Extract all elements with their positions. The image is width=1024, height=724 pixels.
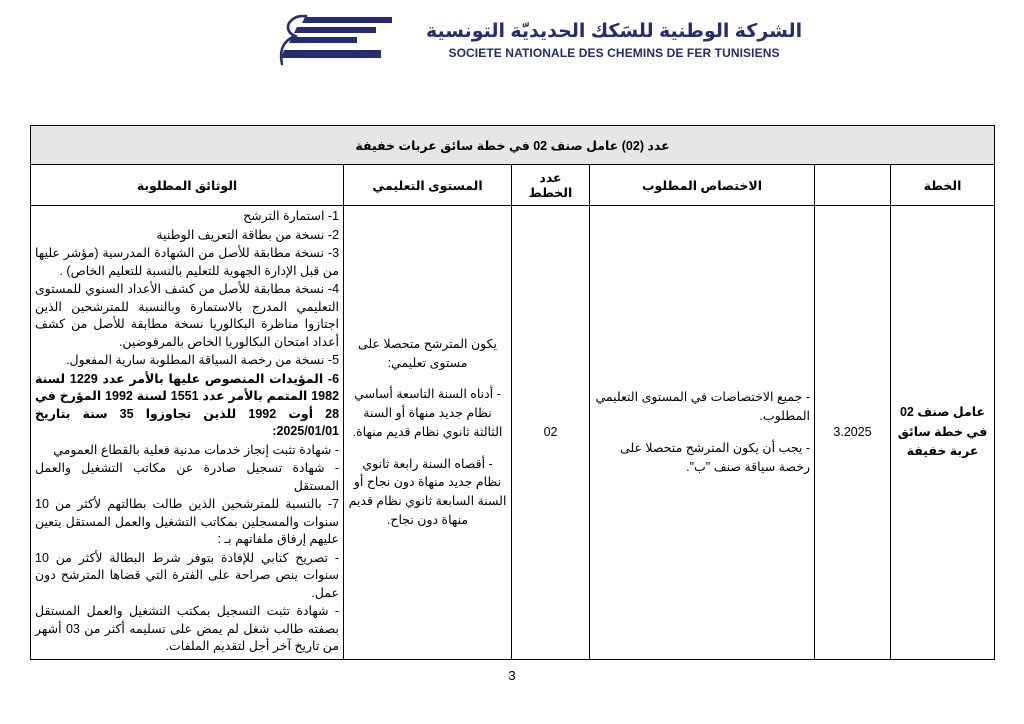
brand-text-block — [426, 20, 802, 60]
document-item: 5- نسخة من رخصة السياقة المطلوبة سارية المفعول. — [66, 353, 340, 367]
cell-count: 02 — [512, 206, 590, 660]
education-paragraph: - أقصاه السنة رابعة ثانوي نظام جديد منهاة دون نجاح أو السنة السابعة ثانوي نظام قديم منهاة دون نجاح. — [348, 456, 507, 527]
document-item: 3- نسخة مطابقة للأصل من الشهادة المدرسية (مؤشر عليها من قبل الإدارة الجهوية للتعليم بالنسبة للتعليم الخاص) . — [35, 246, 340, 278]
document-item-decree: 6- المؤيدات المنصوص عليها بالأمر عدد 1229 لسنة 1982 المتمم بالأمر عدد 1551 لسنة 1992 المؤرخ في 28 أوت 1992 للذين تجاوزوا 35 سنة بتاريخ 2025/01/01: — [35, 371, 340, 438]
table-header-row — [31, 165, 995, 206]
document-item: - شهادة تثبت التسجيل بمكتب التشغيل والعمل المستقل بصفته طالب شغل لم يمض على تسليمه أكثر من 03 أشهر من تاريخ آخر أجل لتقديم الملفات. — [35, 604, 340, 653]
specialty-paragraph: - جميع الاختصاصات في المستوى التعليمي المطلوب. — [595, 389, 811, 423]
header-count: عدد الخطط — [512, 165, 590, 206]
table-title: عدد (02) عامل صنف 02 في خطة سائق عربات خفيفة — [31, 126, 995, 165]
document-item: - شهادة تثبت إنجاز خدمات مدنية فعلية بالقطاع العمومي — [53, 442, 340, 457]
cell-specialty — [590, 206, 815, 660]
education-paragraph: - أدناه السنة التاسعة أساسي نظام جديد منهاة أو السنة الثالثة ثانوي نظام قديم منهاة. — [352, 387, 503, 439]
table-title-row — [31, 126, 995, 165]
specialty-paragraph: - يجب أن يكون المترشح متحصلا على رخصة سياقة صنف "ب". — [619, 441, 811, 474]
company-name-french: SOCIETE NATIONALE DES CHEMINS DE FER TUNISIENS — [448, 46, 780, 60]
table-body-row — [31, 206, 995, 660]
document-item: 7- بالنسبة للمترشحين الذين طالت بطالتهم لأكثر من 10 سنوات والمسجلين بمكاتب التشغيل والعمل المستقل يتعين عليهم إرفاق ملفاتهم بـ : — [35, 497, 340, 546]
cell-documents — [31, 206, 344, 660]
education-paragraph: يكون المترشح متحصلا على مستوى تعليمي: — [358, 336, 498, 370]
header-documents: الوثائق المطلوبة — [31, 165, 344, 206]
cell-ref: 3.2025 — [815, 206, 891, 660]
document-item: 4- نسخة مطابقة للأصل من كشف الأعداد السنوي للمستوى التعليمي المدرج بالاستمارة وبالنسبة للمترشحين الذين اجتازوا مناظرة البكالوريا نسخة مطابقة للأصل من كشف أعداد امتحان البكالوريا الخاص بالمرفوضين. — [35, 282, 340, 349]
header-education: المستوى التعليمي — [344, 165, 512, 206]
cell-education — [344, 206, 512, 660]
company-name-arabic: الشركة الوطنية للسَكك الحديديّة التونسية — [426, 21, 803, 42]
document-item: - تصريح كتابي للإفادة بتوفر شرط البطالة لأكثر من 10 سنوات ينص صراحة على الفترة التي قضاها المترشح دون عمل. — [35, 550, 340, 600]
brand-header — [278, 12, 802, 68]
header-plan: الخطة — [891, 165, 995, 206]
document-item: 1- استمارة الترشح — [243, 209, 340, 223]
page-number: 3 — [508, 668, 516, 683]
document-item: 2- نسخة من بطاقة التعريف الوطنية — [156, 227, 340, 242]
cell-plan: عامل صنف 02 في خطة سائق عربة خفيفة — [891, 206, 995, 660]
header-ref — [815, 165, 891, 206]
header-specialty: الاختصاص المطلوب — [590, 165, 815, 206]
vacancy-table — [30, 125, 995, 660]
document-item: - شهادة تسجيل صادرة عن مكاتب التشغيل والعمل المستقل — [35, 461, 340, 493]
sncft-train-logo-icon — [278, 12, 400, 68]
